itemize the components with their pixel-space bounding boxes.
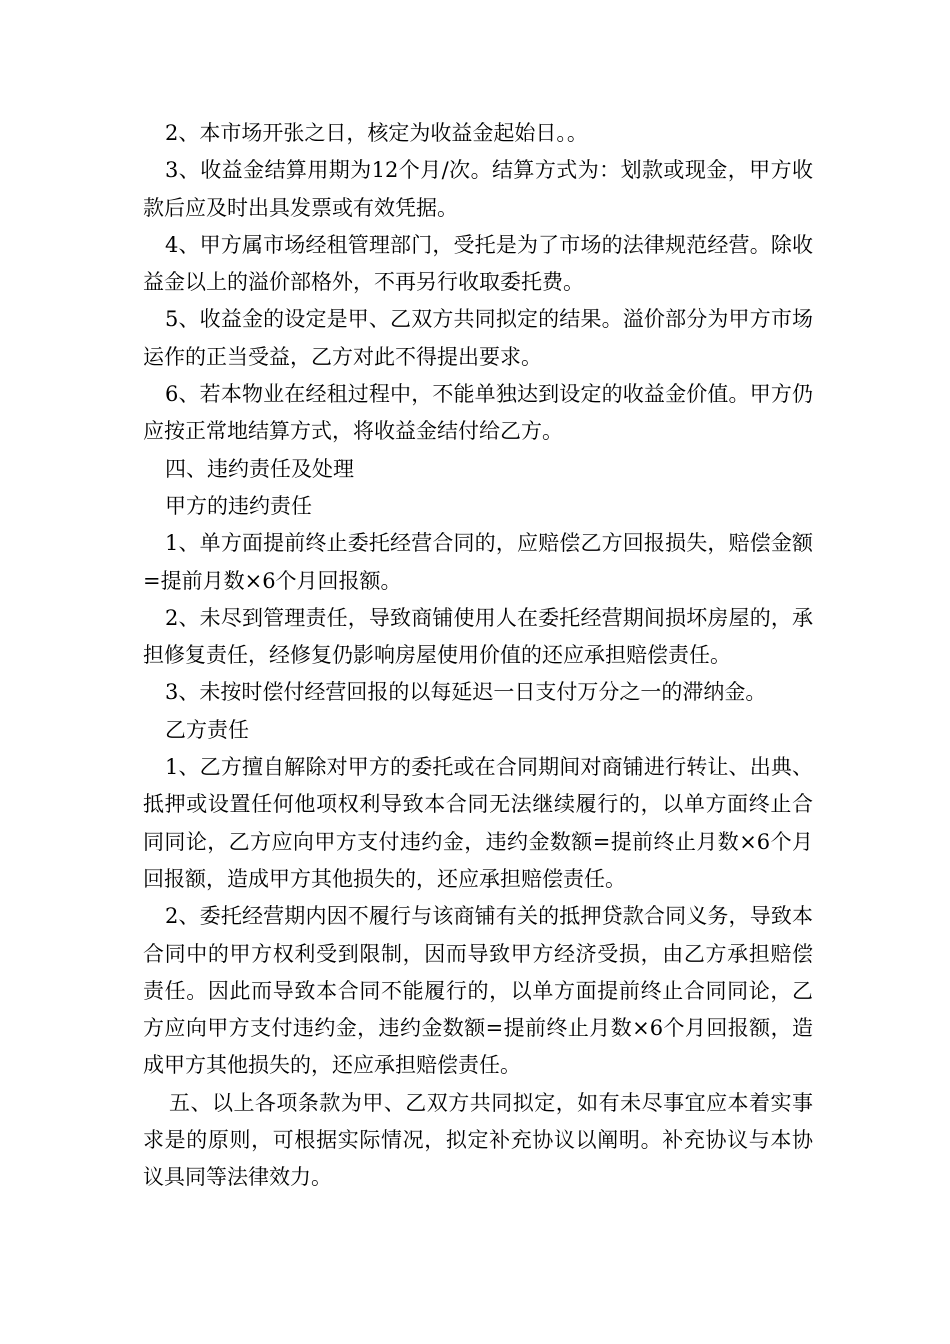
paragraph-clause-2: 2、本市场开张之日，核定为收益金起始日。。 xyxy=(165,121,588,145)
paragraph-clause-3: 3、收益金结算用期为12个月/次。结算方式为：划款或现金，甲方收款后应及时出具发票或有效凭据。 xyxy=(143,158,813,220)
paragraph-clause-5: 5、收益金的设定是甲、乙双方共同拟定的结果。溢价部分为甲方市场运作的正当受益，乙方对此不得提出要求。 xyxy=(143,307,813,369)
paragraph-clause-6: 6、若本物业在经租过程中，不能单独达到设定的收益金价值。甲方仍应按正常地结算方式，将收益金结付给乙方。 xyxy=(143,382,813,444)
paragraph-b-clause-2: 2、委托经营期内因不履行与该商铺有关的抵押贷款合同义务，导致本合同中的甲方权利受到限制，因而导致甲方经济受损，由乙方承担赔偿责任。因此而导致本合同不能履行的，以单方面提前终止合同同论，乙方应向甲方支付违约金，违约金数额=提前终止月数×6个月回报额，造成甲方其他损失的，还应承担赔偿责任。 xyxy=(143,904,813,1078)
section-five-paragraph: 五、以上各项条款为甲、乙双方共同拟定，如有未尽事宜应本着实事求是的原则，可根据实际情况，拟定补充协议以阐明。补充协议与本协议具同等法律效力。 xyxy=(143,1090,813,1190)
subheading-party-a: 甲方的违约责任 xyxy=(165,493,312,518)
paragraph-clause-4: 4、甲方属市场经租管理部门，受托是为了市场的法律规范经营。除收益金以上的溢价部格外，不再另行收取委托费。 xyxy=(143,232,813,295)
paragraph-a-clause-3: 3、未按时偿付经营回报的以每延迟一日支付万分之一的滞纳金。 xyxy=(165,680,767,705)
paragraph-a-clause-1: 1、单方面提前终止委托经营合同的，应赔偿乙方回报损失，赔偿金额=提前月数×6个月回报额。 xyxy=(143,531,813,593)
paragraph-b-clause-1: 1、乙方擅自解除对甲方的委托或在合同期间对商铺进行转让、出典、抵押或设置任何他项权利导致本合同无法继续履行的，以单方面终止合同同论，乙方应向甲方支付违约金，违约金数额=提前终止月数×6个月回报额，造成甲方其他损失的，还应承担赔偿责任。 xyxy=(143,755,813,891)
paragraph-a-clause-2: 2、未尽到管理责任，导致商铺使用人在委托经营期间损坏房屋的，承担修复责任，经修复仍影响房屋使用价值的还应承担赔偿责任。 xyxy=(143,605,813,668)
section-heading-breach: 四、违约责任及处理 xyxy=(165,456,354,481)
subheading-party-b: 乙方责任 xyxy=(165,717,249,742)
document-body xyxy=(143,115,813,1197)
